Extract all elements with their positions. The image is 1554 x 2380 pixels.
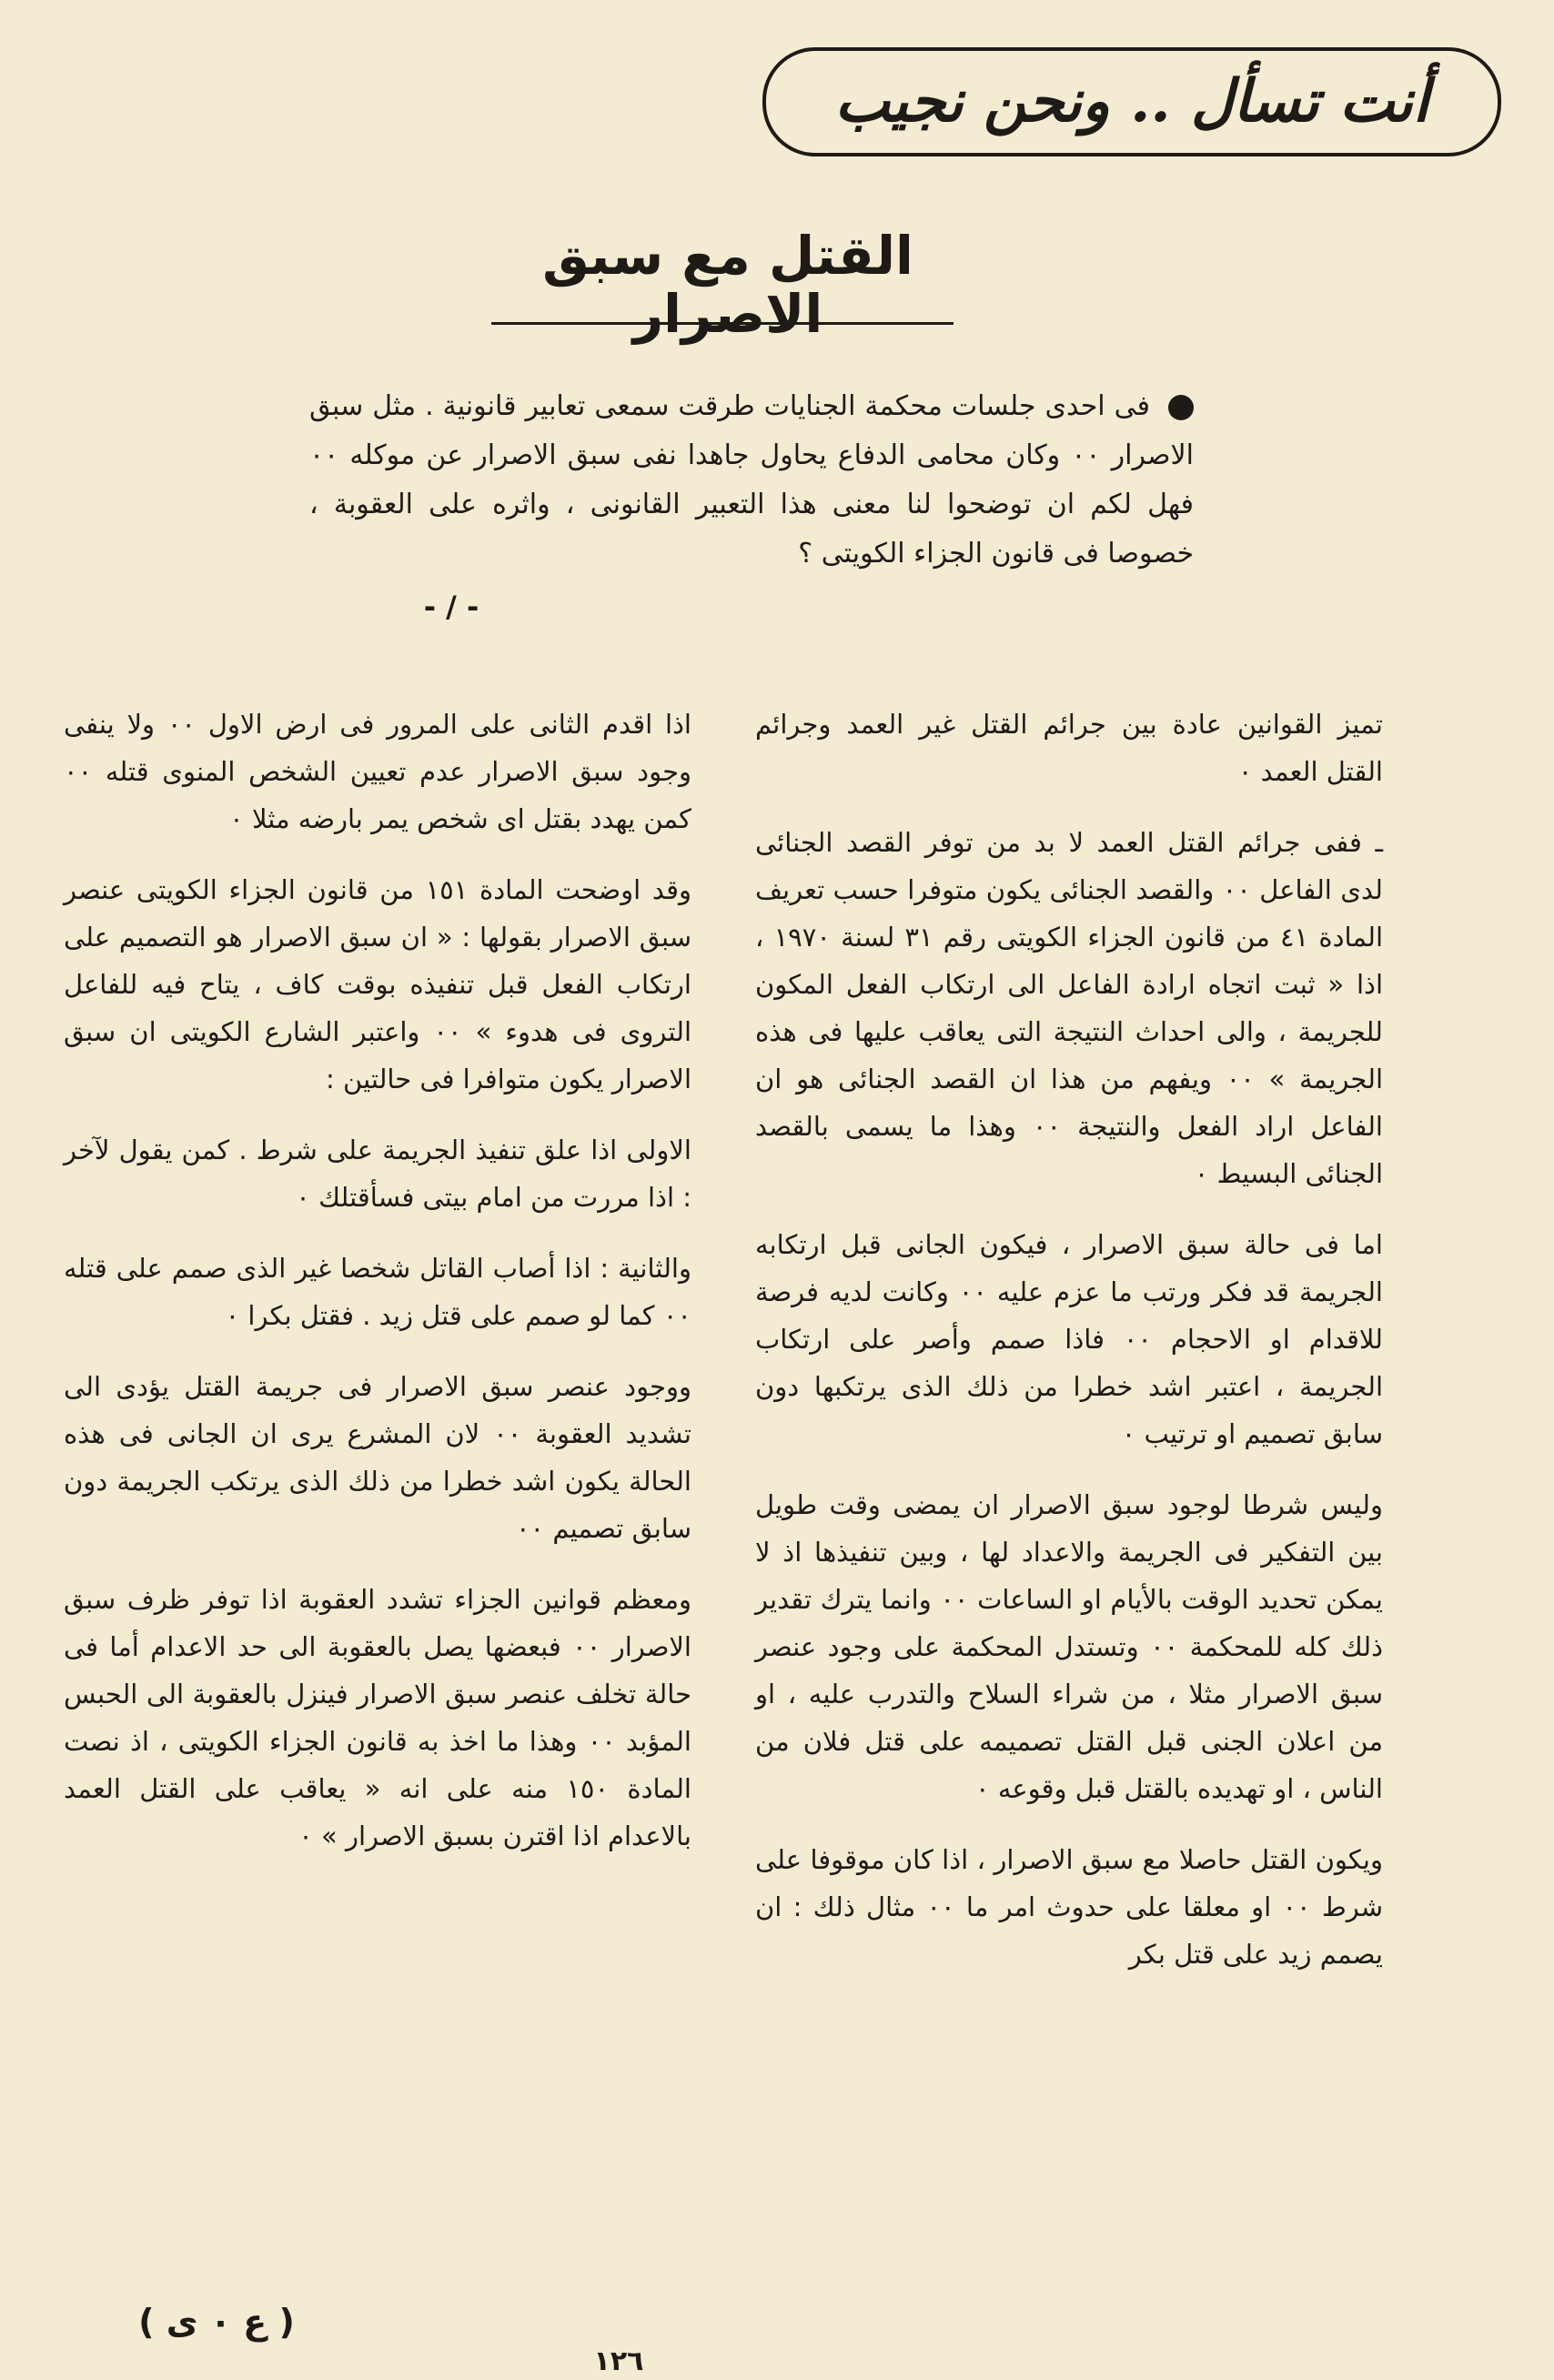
bullet-icon — [1168, 395, 1194, 420]
paragraph: ويكون القتل حاصلا مع سبق الاصرار ، اذا كان موقوفا على شرط ٠٠ او معلقا على حدوث امر ما ٠٠ مثال ذلك : ان يصمم زيد على قتل بكر — [755, 1844, 1383, 1970]
paragraph: الاولى اذا علق تنفيذ الجريمة على شرط . كمن يقول لآخر : اذا مررت من امام بيتى فسأقتلك ٠ — [64, 1135, 691, 1213]
page-number: ١٢٦ — [593, 2345, 644, 2377]
paragraph: ـ ففى جرائم القتل العمد لا بد من توفر القصد الجنائى لدى الفاعل ٠٠ والقصد الجنائى يكون متوفرا حسب تعريف المادة ٤١ من قانون الجزاء الكويتى رقم ٣١ لسنة ١٩٧٠ ، اذا « ثبت اتجاه ارادة الفاعل الى ارتكاب الفعل المكون للجريمة ، والى احداث النتيجة التى يعاقب عليها فى هذه الجريمة » ٠٠ ويفهم من هذا ان القصد الجنائى هو ان الفاعل اراد الفعل والنتيجة ٠٠ وهذا ما يسمى بالقصد الجنائى البسيط ٠ — [755, 827, 1384, 1189]
title-underline — [491, 322, 954, 325]
section-banner-text: أنت تسأل .. ونحن نجيب — [834, 67, 1429, 136]
paragraph: تميز القوانين عادة بين جرائم القتل غير العمد وجرائم القتل العمد ٠ — [755, 709, 1383, 787]
answer-column-left — [64, 701, 691, 1883]
paragraph: وقد اوضحت المادة ١٥١ من قانون الجزاء الكويتى عنصر سبق الاصرار بقولها : « ان سبق الاصرار هو التصميم على ارتكاب الفعل قبل تنفيذه بوقت كاف ، يتاح فيه للفاعل التروى فى هدوء » ٠٠ واعتبر الشارع الكويتى ان سبق الاصرار يكون متوافرا فى حالتين : — [64, 874, 691, 1094]
reader-question — [309, 382, 1194, 579]
section-banner — [762, 47, 1501, 156]
reader-question-text: فى احدى جلسات محكمة الجنايات طرقت سمعى تعابير قانونية . مثل سبق الاصرار ٠٠ وكان محامى الدفاع يحاول جاهدا نفى سبق الاصرار عن موكله ٠٠ فهل لكم ان توضحوا لنا معنى هذا التعبير القانونى ، واثره على العقوبة ، خصوصا فى قانون الجزاء الكويتى ؟ — [309, 390, 1194, 570]
paragraph: وليس شرطا لوجود سبق الاصرار ان يمضى وقت طويل بين التفكير فى الجريمة والاعداد لها ، وبين تنفيذها اذ لا يمكن تحديد الوقت بالأيام او الساعات ٠٠ وانما يترك تقدير ذلك كله للمحكمة ٠٠ وتستدل المحكمة على وجود عنصر سبق الاصرار مثلا ، من شراء السلاح والتدرب عليه ، او من اعلان الجنى قبل القتل تصميمه على قتل فلان من الناس ، او تهديده بالقتل قبل وقوعه ٠ — [755, 1489, 1383, 1804]
answer-column-right — [755, 701, 1383, 2002]
paragraph: اما فى حالة سبق الاصرار ، فيكون الجانى قبل ارتكابه الجريمة قد فكر ورتب ما عزم عليه ٠٠ وكانت لديه فرصة للاقدام او الاحجام ٠٠ فاذا صمم وأصر على ارتكاب الجريمة ، اعتبر اشد خطرا من ذلك الذى يرتكبها دون سابق تصميم او ترتيب ٠ — [755, 1229, 1383, 1449]
article-title: القتل مع سبق الاصرار — [542, 225, 913, 345]
author-initials: ( ع ٠ ى ) — [138, 2302, 295, 2342]
question-signature: - / - — [423, 590, 479, 624]
paragraph: ووجود عنصر سبق الاصرار فى جريمة القتل يؤدى الى تشديد العقوبة ٠٠ لان المشرع يرى ان الجانى فى هذه الحالة يكون اشد خطرا من ذلك الذى يرتكب الجريمة دون سابق تصميم ٠٠ — [64, 1371, 691, 1544]
paragraph: اذا اقدم الثانى على المرور فى ارض الاول ٠٠ ولا ينفى وجود سبق الاصرار عدم تعيين الشخص المنوى قتله ٠٠ كمن يهدد بقتل اى شخص يمر بارضه مثلا ٠ — [64, 709, 691, 834]
paragraph: والثانية : اذا أصاب القاتل شخصا غير الذى صمم على قتله ٠٠ كما لو صمم على قتل زيد . فقتل بكرا ٠ — [64, 1253, 691, 1331]
paragraph: ومعظم قوانين الجزاء تشدد العقوبة اذا توفر ظرف سبق الاصرار ٠٠ فبعضها يصل بالعقوبة الى حد الاعدام أما فى حالة تخلف عنصر سبق الاصرار فينزل بالعقوبة الى الحبس المؤبد ٠٠ وهذا ما اخذ به قانون الجزاء الكويتى ، اذ نصت المادة ١٥٠ منه على انه « يعاقب على القتل العمد بالاعدام اذا اقترن بسبق الاصرار » ٠ — [64, 1584, 691, 1851]
